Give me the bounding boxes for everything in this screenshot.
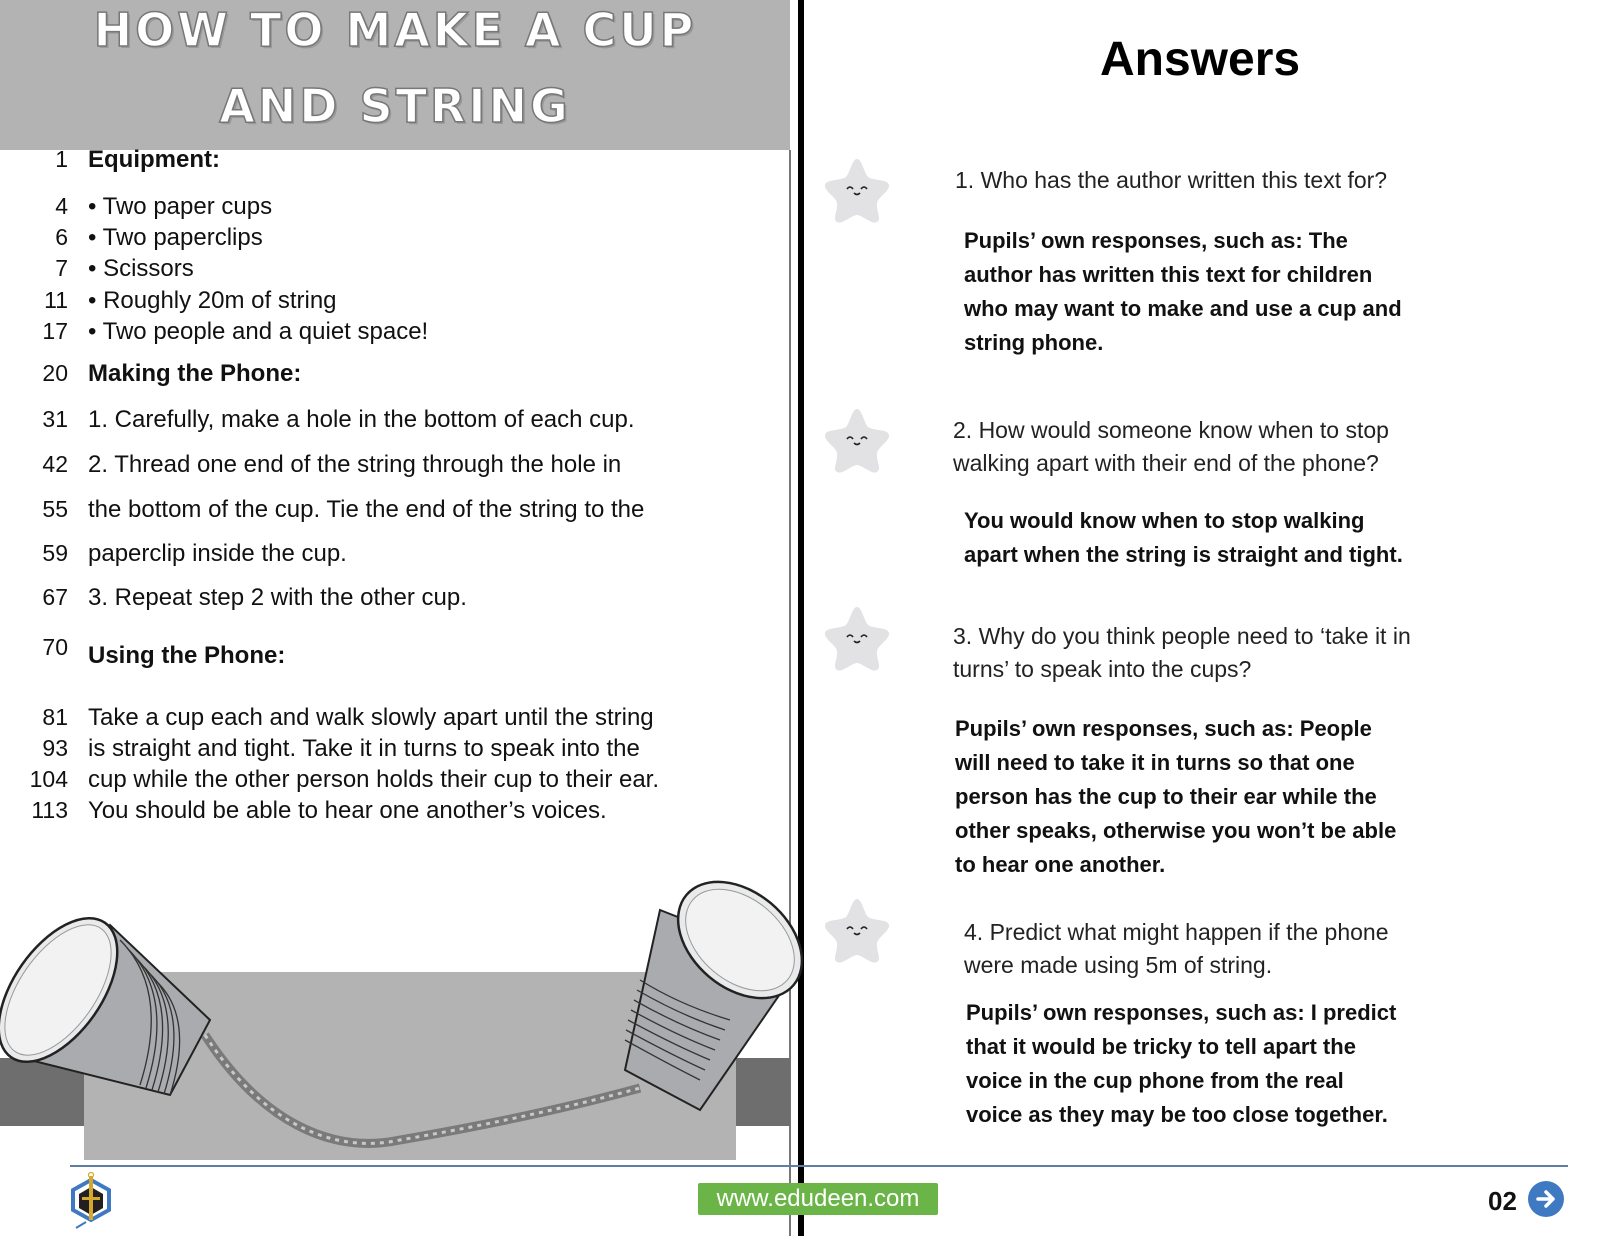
title-banner [0, 0, 790, 150]
line-number: 11 [44, 287, 68, 313]
line-number: 4 [55, 193, 68, 219]
line-number: 1 [55, 146, 68, 172]
question-2: 2. How would someone know when to stop walking apart with their end of the phone? [953, 417, 1389, 476]
line-number: 113 [31, 797, 68, 823]
section-heading: Equipment: [88, 146, 220, 173]
line-text: 2. Thread one end of the string through the hole in [88, 451, 622, 478]
line-number: 59 [42, 540, 68, 566]
line-number: 70 [42, 634, 68, 660]
line-text: • Two people and a quiet space! [88, 318, 429, 345]
edudeen-logo-icon [68, 1170, 114, 1230]
title-line-2: AND STRING [219, 79, 571, 133]
line-text: is straight and tight. Take it in turns to speak into the [88, 735, 640, 762]
line-text: cup while the other person holds their cup to their ear. [88, 766, 660, 793]
line-number: 17 [42, 318, 68, 344]
question-4: 4. Predict what might happen if the phone were made using 5m of string. [964, 919, 1389, 978]
line-text: • Two paper cups [88, 193, 273, 220]
right-cup [625, 870, 824, 1110]
arrow-right-circle-icon [1534, 1187, 1558, 1211]
question-1: 1. Who has the author written this text for? [955, 167, 1388, 193]
next-page-button[interactable] [1528, 1181, 1564, 1217]
line-text: • Two paperclips [88, 224, 263, 251]
answer-1: Pupils’ own responses, such as: The author has written this text for children who may want to make and use a cup and string phone. [964, 228, 1402, 355]
line-text: You should be able to hear one another’s voices. [88, 797, 607, 824]
answer-4: Pupils’ own responses, such as: I predict that it would be tricky to tell apart the voice in the cup phone from the real voice as they may be too close together. [966, 1000, 1397, 1127]
line-number: 93 [42, 735, 68, 761]
website-link[interactable]: www.edudeen.com [698, 1183, 938, 1215]
cup-and-string-illustration [0, 870, 830, 1160]
line-number: 7 [55, 255, 68, 281]
footer-rule [70, 1165, 1568, 1167]
question-3: 3. Why do you think people need to ‘take it in turns’ to speak into the cups? [953, 623, 1411, 682]
line-text: 3. Repeat step 2 with the other cup. [88, 584, 467, 611]
line-text: paperclip inside the cup. [88, 540, 347, 567]
line-text: • Roughly 20m of string [88, 287, 337, 314]
smiling-star-icon [822, 895, 892, 965]
line-number: 42 [42, 451, 68, 477]
answer-2: You would know when to stop walking apart when the string is straight and tight. [964, 508, 1403, 567]
line-number: 20 [42, 360, 68, 386]
line-text: 1. Carefully, make a hole in the bottom of each cup. [88, 406, 635, 433]
section-heading: Making the Phone: [88, 360, 302, 387]
smiling-star-icon [822, 603, 892, 673]
line-number: 31 [42, 406, 68, 432]
line-text: • Scissors [88, 255, 194, 282]
smiling-star-icon [822, 405, 892, 475]
line-text: the bottom of the cup. Tie the end of the string to the [88, 496, 645, 523]
line-number: 81 [42, 704, 68, 730]
answers-heading: Answers [1100, 33, 1301, 86]
page-number: 02 [1488, 1186, 1517, 1216]
line-number: 67 [42, 584, 68, 610]
smiling-star-icon [822, 155, 892, 225]
line-text: Take a cup each and walk slowly apart until the string [88, 704, 654, 731]
answer-3: Pupils’ own responses, such as: People will need to take it in turns so that one person has the cup to their ear while the other speaks, otherwise you won’t be able to hear one another. [955, 716, 1397, 877]
line-number: 6 [55, 224, 68, 250]
line-number: 55 [42, 496, 68, 522]
line-number: 104 [29, 766, 68, 792]
title-line-1: HOW TO MAKE A CUP [93, 3, 697, 57]
section-heading: Using the Phone: [88, 642, 286, 669]
